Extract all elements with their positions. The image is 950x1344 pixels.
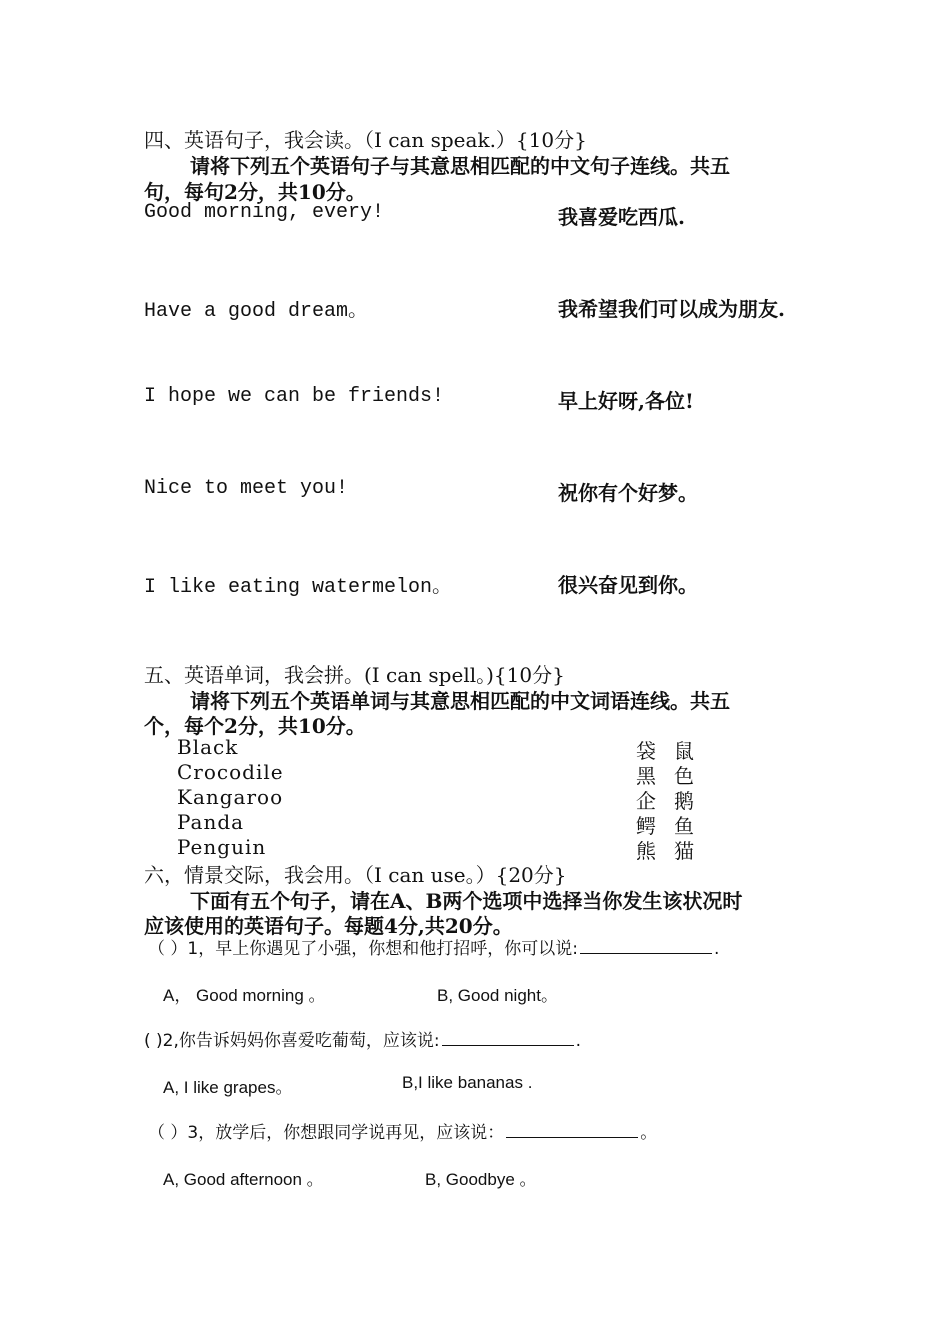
section-6-title: 六，情景交际，我会用。（I can use。）{20分}	[144, 863, 567, 887]
section-4-chinese-sentence: 早上好呀,各位!	[558, 389, 694, 413]
section-4-instruction-line1: 请将下列五个英语句子与其意思相匹配的中文句子连线。共五	[190, 154, 730, 178]
section-5-english-word: Black	[177, 735, 239, 759]
section-5-english-word: Panda	[177, 810, 245, 834]
answer-blank	[506, 1121, 638, 1138]
question-1	[148, 934, 719, 959]
question-3-option-b: B, Goodbye 。	[425, 1170, 537, 1189]
section-5-english-word: Kangaroo	[177, 785, 284, 809]
question-3-option-a: A, Good afternoon 。	[163, 1170, 324, 1189]
section-4-english-sentence: Nice to meet you!	[144, 477, 349, 500]
section-4-title: 四、英语句子，我会读。（I can speak.）{10分}	[144, 128, 587, 152]
question-1-option-a: A， Good morning 。	[163, 986, 326, 1005]
section-5-chinese-word: 熊猫	[636, 839, 712, 863]
section-6-instruction-line2: 应该使用的英语句子。每题4分,共20分。	[144, 914, 513, 938]
question-3-text: （ ）3，放学后，你想跟同学说再见，应该说：	[148, 1123, 505, 1143]
question-1-text: （ ）1，早上你遇见了小强，你想和他打招呼，你可以说:	[148, 939, 578, 959]
question-1-end: .	[713, 939, 720, 959]
section-6-instruction-line1: 下面有五个句子，请在A、B两个选项中选择当你发生该状况时	[190, 889, 743, 913]
question-2-option-b: B,I like bananas .	[402, 1073, 533, 1092]
section-4-chinese-sentence: 祝你有个好梦。	[558, 481, 698, 505]
section-4-instruction-line2: 句，每句2分，共10分。	[144, 180, 366, 204]
answer-blank	[442, 1029, 574, 1046]
section-4-chinese-sentence: 我喜爱吃西瓜.	[558, 205, 685, 229]
section-5-english-word: Crocodile	[177, 760, 284, 784]
question-3	[148, 1118, 657, 1143]
question-2-option-a: A, I like grapes。	[163, 1078, 293, 1097]
question-3-end: 。	[640, 1123, 658, 1143]
section-5-english-word: Penguin	[177, 835, 267, 859]
section-5-chinese-word: 鳄鱼	[636, 814, 712, 838]
question-2-end: .	[575, 1031, 582, 1051]
question-2	[144, 1026, 581, 1051]
section-5-instruction-line2: 个，每个2分，共10分。	[144, 714, 366, 738]
section-4-english-sentence: Have a good dream。	[144, 300, 369, 323]
section-5-chinese-word: 企鹅	[636, 789, 712, 813]
section-4-chinese-sentence: 很兴奋见到你。	[558, 573, 698, 597]
answer-blank	[580, 937, 712, 954]
section-5-instruction-line1: 请将下列五个英语单词与其意思相匹配的中文词语连线。共五	[190, 689, 730, 713]
section-4-english-sentence: Good morning, every!	[144, 201, 385, 224]
question-2-text: ( )2,你告诉妈妈你喜爱吃葡萄，应该说:	[144, 1031, 440, 1051]
section-4-chinese-sentence: 我希望我们可以成为朋友.	[558, 297, 785, 321]
section-5-chinese-word: 袋鼠	[636, 739, 712, 763]
question-1-option-b: B, Good night。	[437, 986, 558, 1005]
section-4-english-sentence: I hope we can be friends!	[144, 385, 445, 408]
section-5-title: 五、英语单词，我会拼。(I can spell。){10分}	[144, 663, 565, 687]
section-5-chinese-word: 黑色	[636, 764, 712, 788]
section-4-english-sentence: I like eating watermelon。	[144, 576, 453, 599]
